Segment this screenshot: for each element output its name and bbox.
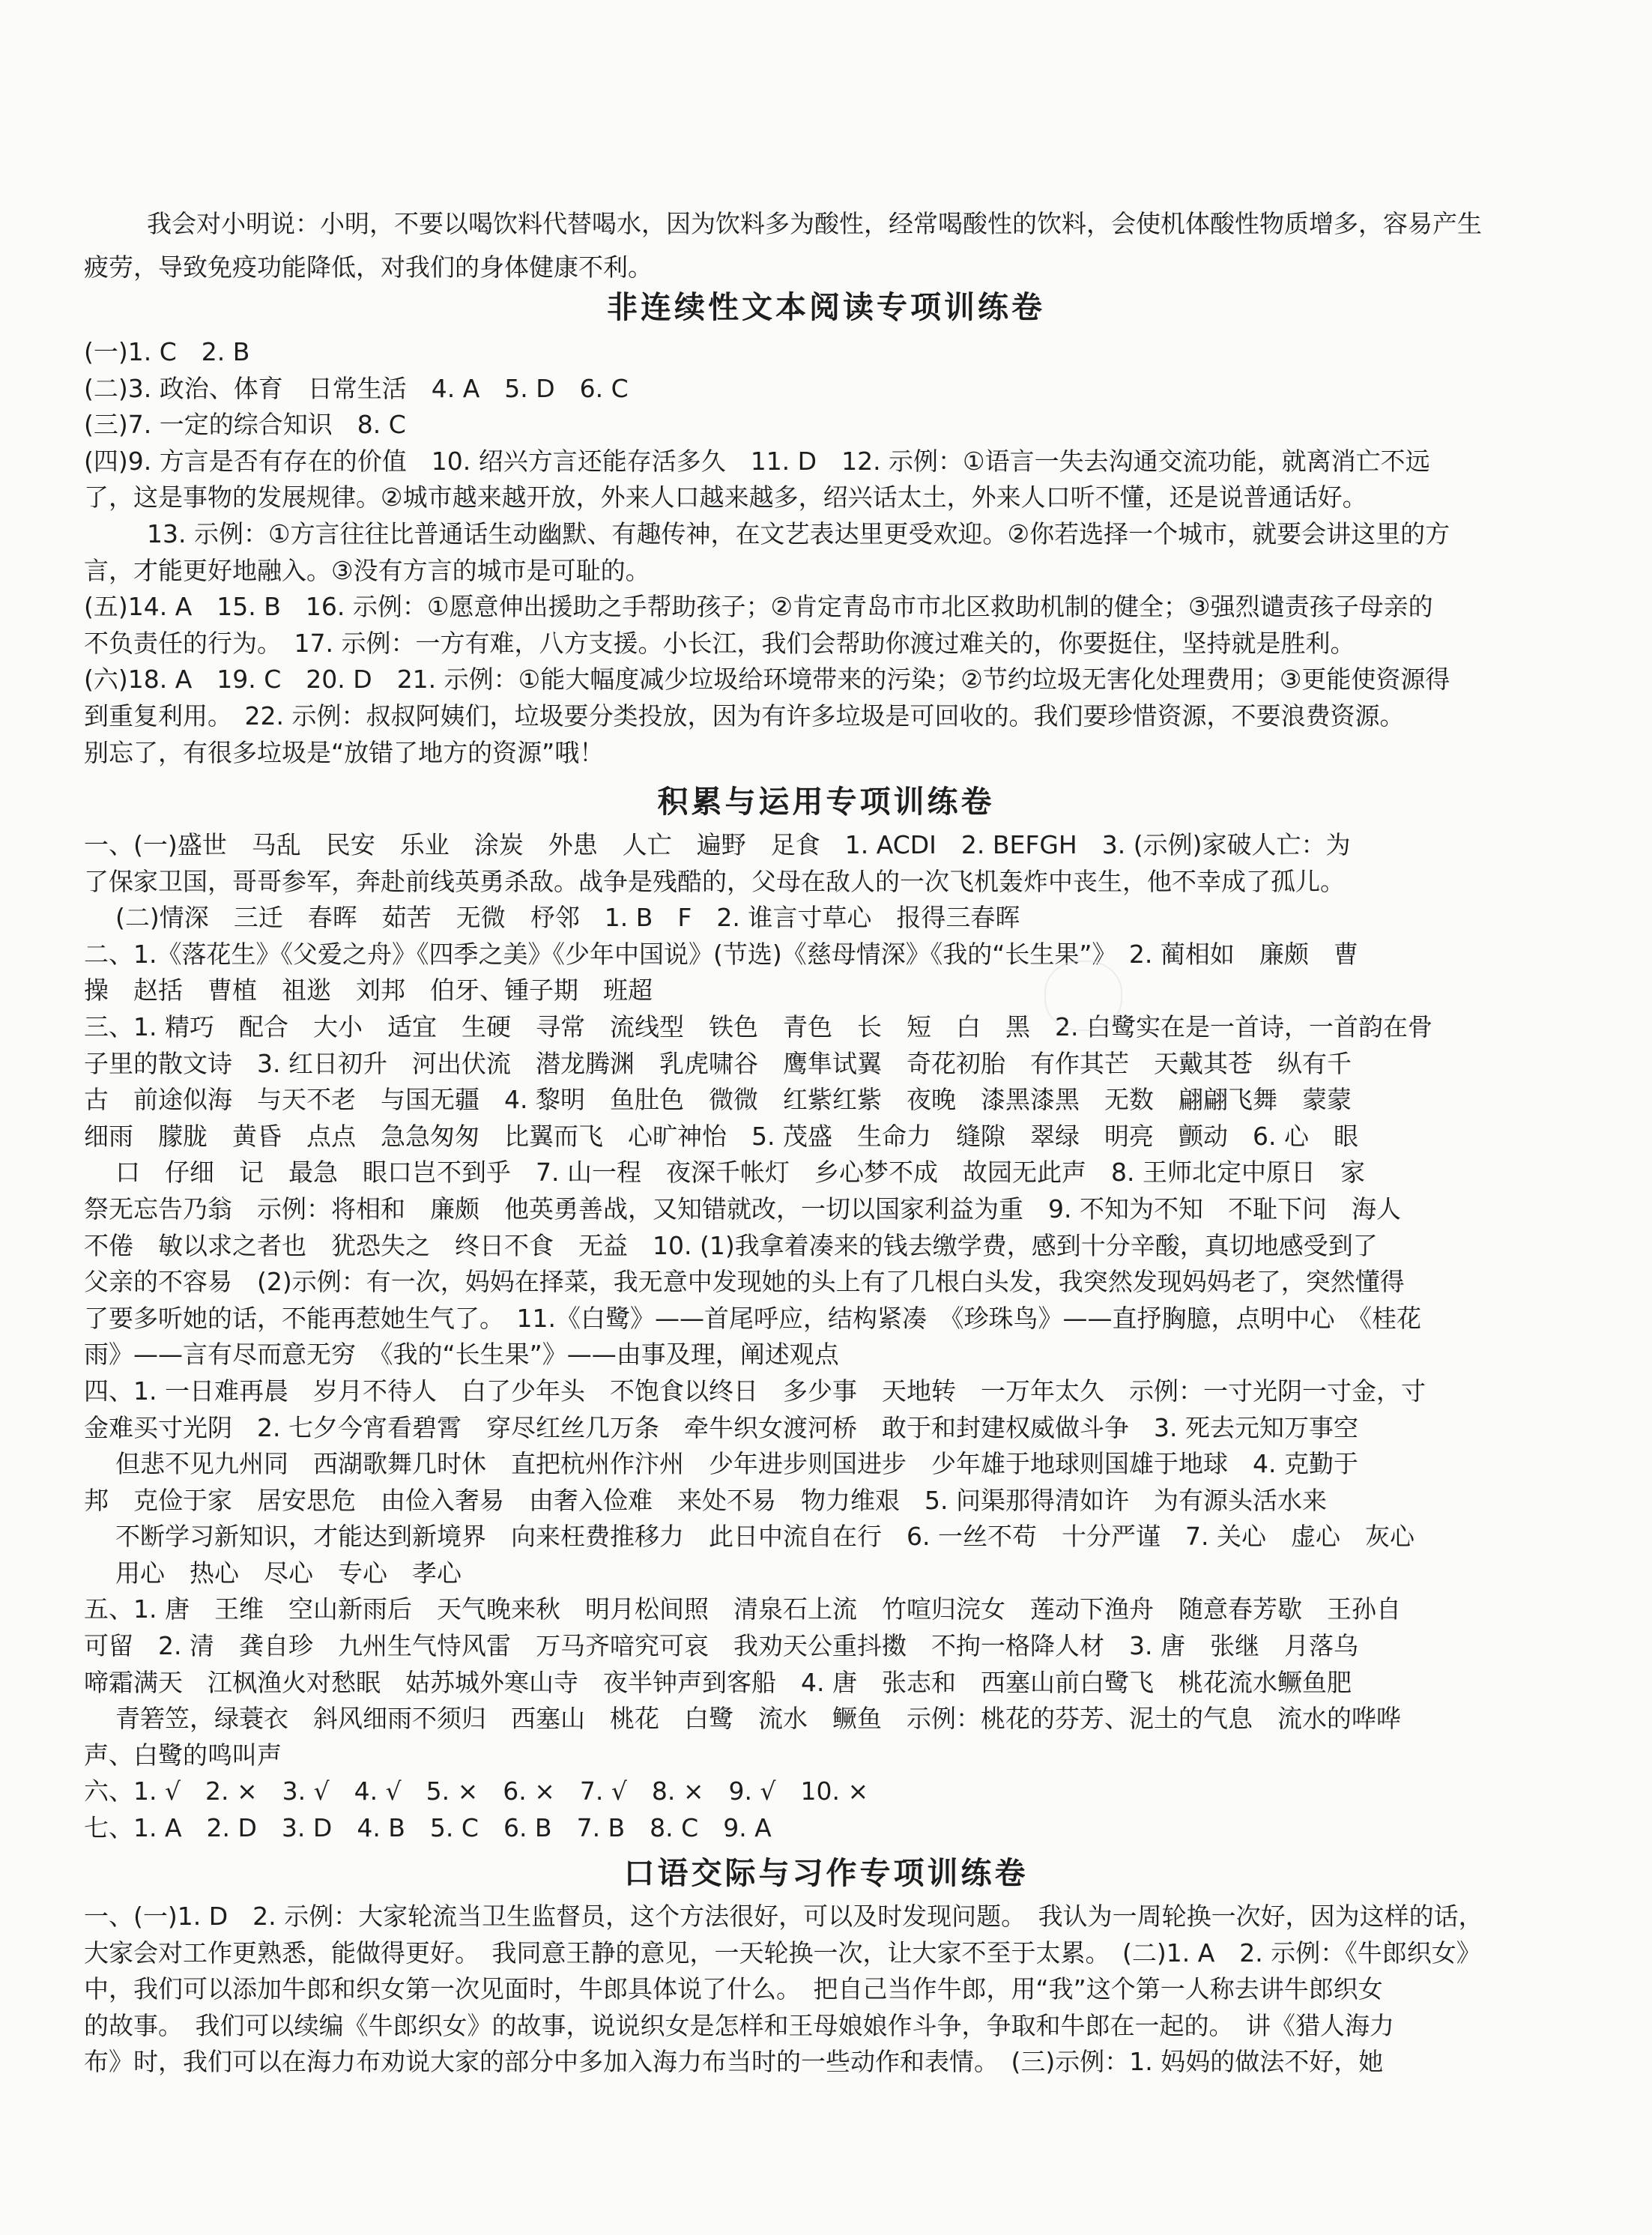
- answer-line: 了保家卫国，哥哥参军，奔赴前线英勇杀敌。战争是残酷的，父母在敌人的一次飞机轰炸中丧生，他不幸成了孤儿。: [84, 866, 1345, 896]
- answer-line: (五)14. A 15. B 16. 示例：①愿意伸出援助之手帮助孩子；②肯定青岛市市北区救助机制的健全；③强烈谴责孩子母亲的: [84, 592, 1433, 622]
- answer-line: 言，才能更好地融入。③没有方言的城市是可耻的。: [84, 555, 650, 585]
- answer-line: (二)情深 三迁 春晖 茹苦 无微 杼邻 1. B F 2. 谁言寸草心 报得三春晖: [115, 903, 1020, 933]
- answer-line: 一、(一)盛世 马乱 民安 乐业 涂炭 外患 人亡 遍野 足食 1. ACDI 2. BEFGH 3. (示例)家破人亡：为: [84, 830, 1351, 859]
- answer-line: (四)9. 方言是否有存在的价值 10. 绍兴方言还能存活多久 11. D 12. 示例：①语言一失去沟通交流功能，就离消亡不远: [84, 446, 1430, 476]
- answer-line: 七、1. A 2. D 3. D 4. B 5. C 6. B 7. B 8. C 9. A: [84, 1813, 772, 1843]
- answer-line: 古 前途似海 与天不老 与国无疆 4. 黎明 鱼肚色 微微 红紫红紫 夜晚 漆黑漆黑 无数 翩翩飞舞 蒙蒙: [84, 1085, 1352, 1115]
- answer-line: 金难买寸光阴 2. 七夕今宵看碧霄 穿尽红丝几万条 牵牛织女渡河桥 敢于和封建权威做斗争 3. 死去元知万事空: [84, 1412, 1358, 1442]
- answer-line: (一)1. C 2. B: [84, 337, 250, 366]
- answer-line: 大家会对工作更熟悉，能做得更好。 我同意王静的意见，一天轮换一次，让大家不至于太累。 (二)1. A 2. 示例：《牛郎织女》: [84, 1938, 1481, 1968]
- answer-line: (三)7. 一定的综合知识 8. C: [84, 410, 406, 440]
- section-nonlinear-reading: [84, 334, 1575, 771]
- answer-line: 一、(一)1. D 2. 示例：大家轮流当卫生监督员，这个方法很好，可以及时发现问题。 我认为一周轮换一次好，因为这样的话，: [84, 1902, 1483, 1931]
- answer-line: 别忘了，有很多垃圾是“放错了地方的资源”哦！: [84, 737, 605, 767]
- answer-line: 雨》——言有尽而意无穷 《我的“长生果”》——由事及理，阐述观点: [84, 1340, 839, 1370]
- answer-line: (六)18. A 19. C 20. D 21. 示例：①能大幅度减少垃圾给环境带来的污染；②节约垃圾无害化处理费用；③更能使资源得: [84, 665, 1450, 695]
- answer-line: 子里的散文诗 3. 红日初升 河出伏流 潜龙腾渊 乳虎啸谷 鹰隼试翼 奇花初胎 有作其芒 天戴其苍 纵有千: [84, 1048, 1352, 1078]
- section-accumulation: [84, 827, 1575, 1847]
- answer-line: 祭无忘告乃翁 示例：将相和 廉颇 他英勇善战，又知错就改，一切以国家利益为重 9. 不知为不知 不耻下问 海人: [84, 1194, 1401, 1224]
- answer-line: 到重复利用。 22. 示例：叔叔阿姨们，垃圾要分类投放，因为有许多垃圾是可回收的。我们要珍惜资源，不要浪费资源。: [84, 701, 1405, 731]
- answer-line: (二)3. 政治、体育 日常生活 4. A 5. D 6. C: [84, 373, 629, 403]
- section-title-nonlinear-reading: 非连续性文本阅读专项训练卷: [607, 289, 1045, 325]
- answer-line: 了要多听她的话，不能再惹她生气了。 11.《白鹭》——首尾呼应，结构紧凑 《珍珠鸟》——直抒胸臆，点明中心 《桂花: [84, 1303, 1421, 1333]
- answer-line: 不负责任的行为。 17. 示例：一方有难，八方支援。小长江，我们会帮助你渡过难关的，你要挺住，坚持就是胜利。: [84, 628, 1355, 658]
- answer-line: 细雨 朦胧 黄昏 点点 急急匆匆 比翼而飞 心旷神怡 5. 茂盛 生命力 缝隙 翠绿 明亮 颤动 6. 心 眼: [84, 1121, 1358, 1151]
- answer-line: 可留 2. 清 龚自珍 九州生气恃风雷 万马齐喑究可哀 我劝天公重抖擞 不拘一格降人材 3. 唐 张继 月落乌: [84, 1631, 1358, 1661]
- answer-line: 但悲不见九州同 西湖歌舞几时休 直把杭州作汴州 少年进步则国进步 少年雄于地球则国雄于地球 4. 克勤于: [115, 1449, 1358, 1479]
- answer-line: 操 赵括 曹植 祖逖 刘邦 伯牙、锺子期 班超: [84, 976, 653, 1005]
- answer-line: 五、1. 唐 王维 空山新雨后 天气晚来秋 明月松间照 清泉石上流 竹喧归浣女 莲动下渔舟 随意春芳歇 王孙自: [84, 1594, 1401, 1624]
- answer-line: 用心 热心 尽心 专心 孝心: [115, 1558, 462, 1588]
- intro-line: 疲劳，导致免疫功能降低，对我们的身体健康不利。: [84, 252, 653, 282]
- answer-line: 不断学习新知识，才能达到新境界 向来枉费推移力 此日中流自在行 6. 一丝不苟 十分严谨 7. 关心 虚心 灰心: [115, 1522, 1415, 1552]
- answer-line: 布》时，我们可以在海力布劝说大家的部分中多加入海力布当时的一些动作和表情。 (三)示例：1. 妈妈的做法不好，她: [84, 2047, 1384, 2077]
- intro-paragraph: [84, 202, 1575, 289]
- answer-line: 口 仔细 记 最急 眼口岂不到乎 7. 山一程 夜深千帐灯 乡心梦不成 故园无此声 8. 王师北定中原日 家: [115, 1158, 1365, 1188]
- section-title-accumulation: 积累与运用专项训练卷: [657, 784, 995, 820]
- answer-line: 了，这是事物的发展规律。②城市越来越开放，外来人口越来越多，绍兴话太土，外来人口听不懂，还是说普通话好。: [84, 483, 1367, 512]
- answer-line: 13. 示例：①方言往往比普通话生动幽默、有趣传神，在文艺表达里更受欢迎。②你若选择一个城市，就要会讲这里的方: [147, 518, 1450, 548]
- answer-line: 父亲的不容易 (2)示例：有一次，妈妈在择菜，我无意中发现她的头上有了几根白头发，我突然发现妈妈老了，突然懂得: [84, 1267, 1405, 1297]
- answer-line: 青箬笠，绿蓑衣 斜风细雨不须归 西塞山 桃花 白鹭 流水 鳜鱼 示例：桃花的芬芳、泥土的气息 流水的哗哗: [115, 1704, 1401, 1734]
- answer-line: 不倦 敏以求之者也 犹恐失之 终日不食 无益 10. (1)我拿着凑来的钱去缴学费，感到十分辛酸，真切地感受到了: [84, 1230, 1378, 1260]
- answer-line: 四、1. 一日难再晨 岁月不待人 白了少年头 不饱食以终日 多少事 天地转 一万年太久 示例：一寸光阴一寸金，寸: [84, 1376, 1426, 1406]
- answer-line: 二、1.《落花生》《父爱之舟》《四季之美》《少年中国说》(节选)《慈母情深》《我的“长生果”》 2. 蔺相如 廉颇 曹: [84, 939, 1358, 969]
- watermark-stamp: [1044, 961, 1122, 1031]
- answer-line: 中，我们可以添加牛郎和织女第一次见面时，牛郎具体说了什么。 把自己当作牛郎，用“我”这个第一人称去讲牛郎织女: [84, 1974, 1383, 2004]
- answer-line: 邦 克俭于家 居安思危 由俭入奢易 由奢入俭难 来处不易 物力维艰 5. 问渠那得清如许 为有源头活水来: [84, 1485, 1327, 1515]
- answer-line: 六、1. √ 2. × 3. √ 4. √ 5. × 6. × 7. √ 8. × 9. √ 10. ×: [84, 1776, 869, 1806]
- answer-line: 的故事。 我们可以续编《牛郎织女》的故事，说说织女是怎样和王母娘娘作斗争，争取和牛郎在一起的。 讲《猎人海力: [84, 2010, 1394, 2040]
- answer-line: 啼霜满天 江枫渔火对愁眠 姑苏城外寒山寺 夜半钟声到客船 4. 唐 张志和 西塞山前白鹭飞 桃花流水鳜鱼肥: [84, 1667, 1352, 1697]
- section-title-oral-writing: 口语交际与习作专项训练卷: [623, 1855, 1029, 1891]
- intro-line: 我会对小明说：小明，不要以喝饮料代替喝水，因为饮料多为酸性，经常喝酸性的饮料，会使机体酸性物质增多，容易产生: [147, 209, 1482, 238]
- section-oral-writing: [84, 1899, 1575, 2081]
- answer-line: 三、1. 精巧 配合 大小 适宜 生硬 寻常 流线型 铁色 青色 长 短 白 黑 2. 白鹭实在是一首诗，一首韵在骨: [84, 1011, 1432, 1041]
- answer-line: 声、白鹭的鸣叫声: [84, 1740, 282, 1770]
